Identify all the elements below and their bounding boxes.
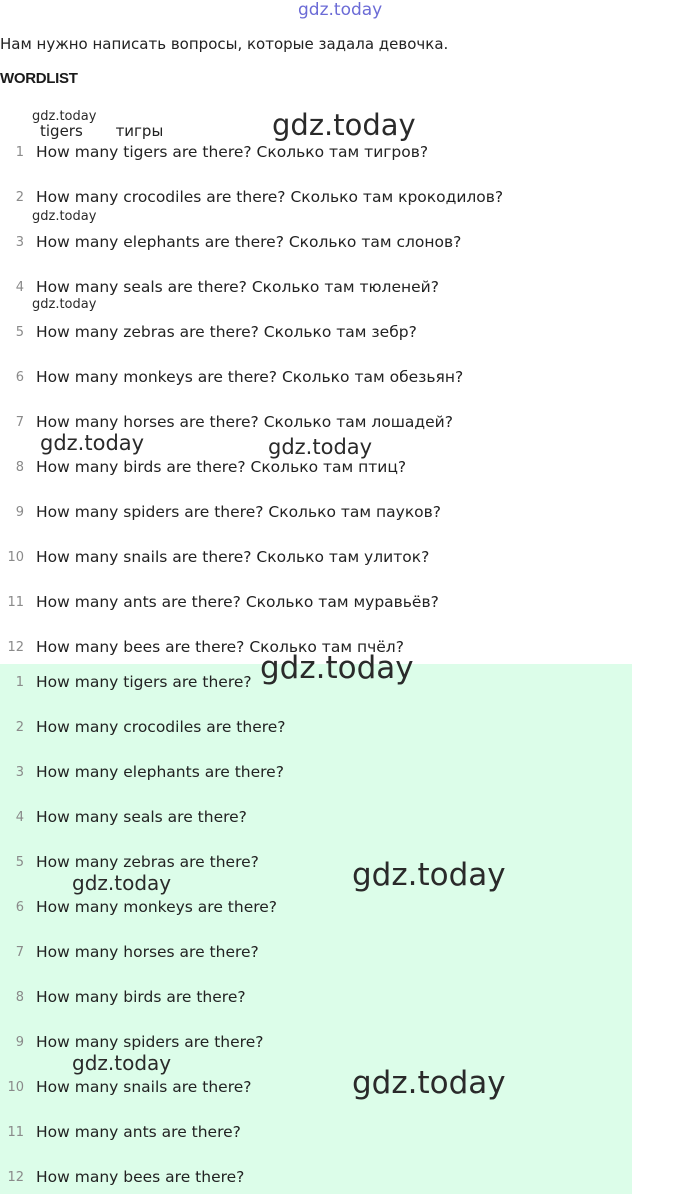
list-item	[0, 231, 461, 253]
question-text: How many snails are there? Сколько там улиток?	[36, 548, 430, 566]
list-item	[0, 501, 441, 523]
question-text: How many crocodiles are there? Сколько там крокодилов?	[36, 188, 504, 206]
answers-block	[0, 664, 632, 1194]
item-number: 10	[7, 1079, 24, 1095]
item-number: 2	[15, 719, 24, 735]
wordlist-fragment	[40, 122, 191, 140]
wordlist-translation: тигры	[115, 122, 164, 140]
list-item	[0, 456, 406, 478]
item-number: 6	[15, 899, 24, 915]
list-item	[0, 321, 417, 343]
list-item	[0, 1166, 244, 1188]
question-text: How many bees are there? Сколько там пчёл?	[36, 638, 404, 656]
watermark: gdz.today	[72, 871, 172, 895]
item-number: 10	[7, 549, 24, 565]
wordlist-word: tigers	[40, 122, 83, 140]
watermark: gdz.today	[352, 857, 506, 893]
question-text: How many birds are there? Сколько там птиц?	[36, 458, 407, 476]
list-item	[0, 366, 463, 388]
item-number: 12	[7, 1169, 24, 1185]
question-text: How many spiders are there? Сколько там пауков?	[36, 503, 442, 521]
question-text: How many elephants are there? Сколько там слонов?	[36, 233, 462, 251]
watermark: gdz.today	[352, 1065, 506, 1101]
item-number: 8	[15, 989, 24, 1005]
question-text: How many monkeys are there? Сколько там обезьян?	[36, 368, 464, 386]
question-text: How many horses are there? Сколько там лошадей?	[36, 413, 453, 431]
item-number: 1	[15, 674, 24, 690]
item-number: 7	[15, 414, 24, 430]
question-text: How many ants are there? Сколько там муравьёв?	[36, 593, 439, 611]
question-text: How many monkeys are there?	[36, 898, 278, 916]
question-text: How many seals are there?	[36, 808, 247, 826]
item-number: 12	[7, 639, 24, 655]
list-item	[0, 411, 453, 433]
list-item	[0, 276, 439, 298]
item-number: 6	[15, 369, 24, 385]
item-number: 1	[15, 144, 24, 160]
question-text: How many elephants are there?	[36, 763, 284, 781]
item-number: 3	[15, 234, 24, 250]
item-number: 9	[15, 1034, 24, 1050]
list-item	[0, 1076, 252, 1098]
list-item	[0, 716, 286, 738]
item-number: 5	[15, 854, 24, 870]
list-item	[0, 591, 439, 613]
question-text: How many ants are there?	[36, 1123, 241, 1141]
question-text: How many tigers are there?	[36, 673, 252, 691]
list-item	[0, 671, 252, 693]
watermark: gdz.today	[32, 109, 97, 124]
list-item	[0, 761, 284, 783]
wordlist-heading: WORDLIST	[0, 70, 78, 87]
item-number: 8	[15, 459, 24, 475]
watermark: gdz.today	[298, 0, 383, 20]
question-text: How many birds are there?	[36, 988, 246, 1006]
watermark: gdz.today	[32, 209, 97, 224]
question-text: How many zebras are there? Сколько там зебр?	[36, 323, 417, 341]
list-item	[0, 941, 259, 963]
item-number: 11	[7, 1124, 24, 1140]
item-number: 7	[15, 944, 24, 960]
item-number: 3	[15, 764, 24, 780]
list-item	[0, 896, 277, 918]
watermark: gdz.today	[268, 435, 373, 459]
watermark: gdz.today	[272, 108, 416, 142]
question-text: How many tigers are there? Сколько там тигров?	[36, 143, 429, 161]
question-text: How many crocodiles are there?	[36, 718, 286, 736]
watermark: gdz.today	[260, 650, 414, 686]
question-text: How many spiders are there?	[36, 1033, 264, 1051]
question-text: How many horses are there?	[36, 943, 259, 961]
intro-text: Нам нужно написать вопросы, которые задала девочка.	[0, 35, 449, 53]
list-item	[0, 141, 428, 163]
list-item	[0, 1031, 263, 1053]
item-number: 5	[15, 324, 24, 340]
question-text: How many zebras are there?	[36, 853, 259, 871]
item-number: 11	[7, 594, 24, 610]
question-text: How many bees are there?	[36, 1168, 245, 1186]
question-text: How many snails are there?	[36, 1078, 252, 1096]
list-item	[0, 986, 246, 1008]
question-text: How many seals are there? Сколько там тюленей?	[36, 278, 439, 296]
list-item	[0, 546, 429, 568]
watermark: gdz.today	[40, 431, 145, 455]
list-item	[0, 1121, 241, 1143]
list-item	[0, 851, 259, 873]
list-item	[0, 186, 503, 208]
watermark: gdz.today	[32, 297, 97, 312]
list-item	[0, 806, 247, 828]
item-number: 4	[15, 809, 24, 825]
item-number: 2	[15, 189, 24, 205]
watermark: gdz.today	[72, 1051, 172, 1075]
item-number: 9	[15, 504, 24, 520]
item-number: 4	[15, 279, 24, 295]
